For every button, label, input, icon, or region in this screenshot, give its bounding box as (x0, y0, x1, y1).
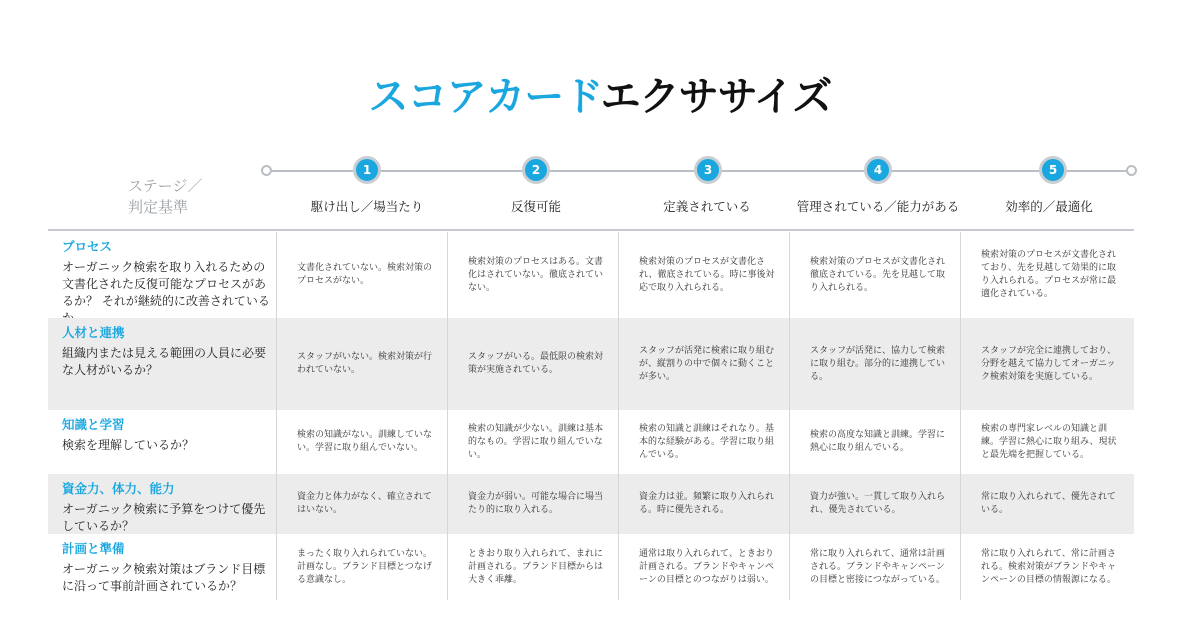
criteria-row-funding (48, 474, 1134, 534)
level-cell-2: 検索対策のプロセスはある。文書化はされていない。徹底されていない。 (468, 256, 604, 293)
level-cell-1: 文書化されていない。検索対策のプロセスがない。 (297, 263, 433, 286)
step-marker-2: 2 (522, 156, 550, 184)
level-cell-3: 検索の知識と訓練はそれなり。基本的な経験がある。学習に取り組んでいる。 (639, 423, 775, 460)
level-cell-5: 検索対策のプロセスが文書化されており、先を見越して効果的に取り入れられる。プロセスが常に最適化されている。 (981, 250, 1117, 299)
level-cell-2: 検索の知識が少ない。訓練は基本的なもの。学習に取り組んでいない。 (468, 423, 604, 460)
level-label-5: 効率的／最適化 (1005, 199, 1093, 214)
level-cell-2: スタッフがいる。最低限の検索対策が実施されている。 (468, 352, 604, 375)
criteria-cell (48, 410, 276, 474)
level-cell-3: 検索対策のプロセスが文書化され、徹底されている。時に事後対応で取り入れられる。 (639, 256, 775, 293)
timeline-end-dot (1126, 165, 1137, 176)
stage-label-line1: ステージ／ (128, 177, 203, 195)
level-cell-4: 検索対策のプロセスが文書化され徹底されている。先を見越して取り入れられる。 (810, 256, 946, 293)
criteria-row-knowledge (48, 410, 1134, 474)
level-cell-4: 常に取り入れられて、通常は計画される。ブランドやキャンペーンの目標と密接につながっている。 (810, 548, 945, 585)
criteria-row-process (48, 232, 1134, 318)
step-marker-3: 3 (694, 156, 722, 184)
level-label-2: 反復可能 (510, 199, 561, 214)
level-cell-4: 検索の高度な知識と訓練。学習に熱心に取り組んでいる。 (810, 430, 946, 453)
level-cell-3: 通常は取り入れられて、ときおり計画される。ブランドやキャンペーンの目標とのつながりは弱い。 (639, 548, 775, 585)
criteria-name: 人材と連携 (62, 325, 125, 340)
title-rest: エクササイズ (600, 74, 832, 120)
criteria-question: オーガニック検索に予算をつけて優先しているか？ (62, 502, 266, 533)
criteria-row-planning (48, 534, 1134, 600)
step-marker-5: 5 (1039, 156, 1067, 184)
criteria-cell (48, 318, 276, 410)
page-title (0, 72, 1200, 122)
criteria-question: 検索を理解しているか？ (62, 438, 195, 452)
level-cell-1: スタッフがいない。検索対策が行われていない。 (297, 352, 433, 375)
level-cell-1: 検索の知識がない。訓練していない。学習に取り組んでいない。 (297, 430, 433, 453)
level-cell-3: 資金力は並。頻繁に取り入れられる。時に優先される。 (639, 492, 775, 515)
criteria-name: プロセス (62, 239, 113, 254)
level-cell-1: まったく取り入れられていない。計画なし。ブランド目標とつなげる意識なし。 (297, 548, 433, 585)
level-label-1: 駆け出し／場当たり (310, 199, 424, 214)
level-cell-4: 資力が強い。一貫して取り入れられ、優先されている。 (810, 492, 946, 515)
criteria-question: 組織内または見える範囲の人員に必要な人材がいるか？ (62, 346, 267, 377)
criteria-question: オーガニック検索を取り入れるための文書化された反復可能なプロセスがあるか？ それが継続的に改善されている (62, 260, 270, 308)
level-cell-2: ときおり取り入れられて、まれに計画される。ブランド目標からは大きく乖離。 (468, 548, 604, 585)
criteria-name: 資金力、体力、能力 (62, 481, 175, 496)
step-marker-4: 4 (864, 156, 892, 184)
level-cell-5: 常に取り入れられて、優先されている。 (981, 492, 1116, 515)
level-cell-3: スタッフが活発に検索に取り組むが、縦割りの中で個々に動くことが多い。 (639, 345, 775, 382)
header-divider (48, 229, 1134, 231)
criteria-question: オーガニック検索対策はブランド目標に沿って事前計画されているか？ (62, 562, 266, 593)
step-marker-1: 1 (353, 156, 381, 184)
level-cell-5: 常に取り入れられて、常に計画される。検索対策がブランドやキャンペーンの目標の情報源になる。 (981, 548, 1117, 585)
level-label-4: 管理されている／能力がある (796, 199, 960, 214)
level-cell-5: 検索の専門家レベルの知識と訓練。学習に熱心に取り組み、現状と最先端を把握している。 (981, 423, 1117, 460)
level-label-3: 定義されている (663, 199, 751, 214)
timeline-start-dot (261, 165, 272, 176)
criteria-cell (48, 232, 276, 318)
stage-label-line2: 判定基準 (128, 198, 189, 216)
level-cell-4: スタッフが活発に、協力して検索に取り組む。部分的に連携している。 (810, 345, 946, 382)
criteria-name: 計画と準備 (62, 541, 125, 556)
level-cell-1: 資金力と体力がなく、確立されてはいない。 (297, 492, 432, 515)
criteria-cell (48, 534, 276, 600)
criteria-row-people (48, 318, 1134, 410)
level-cell-5: スタッフが完全に連携しており、分野を越えて協力してオーガニック検索対策を実施している。 (981, 345, 1117, 382)
stage-criteria-label (128, 176, 202, 218)
level-cell-2: 資金力が弱い。可能な場合に場当たり的に取り入れる。 (468, 492, 604, 515)
criteria-cell (48, 474, 276, 534)
title-accent: スコアカード (368, 74, 601, 120)
criteria-name: 知識と学習 (62, 417, 125, 432)
